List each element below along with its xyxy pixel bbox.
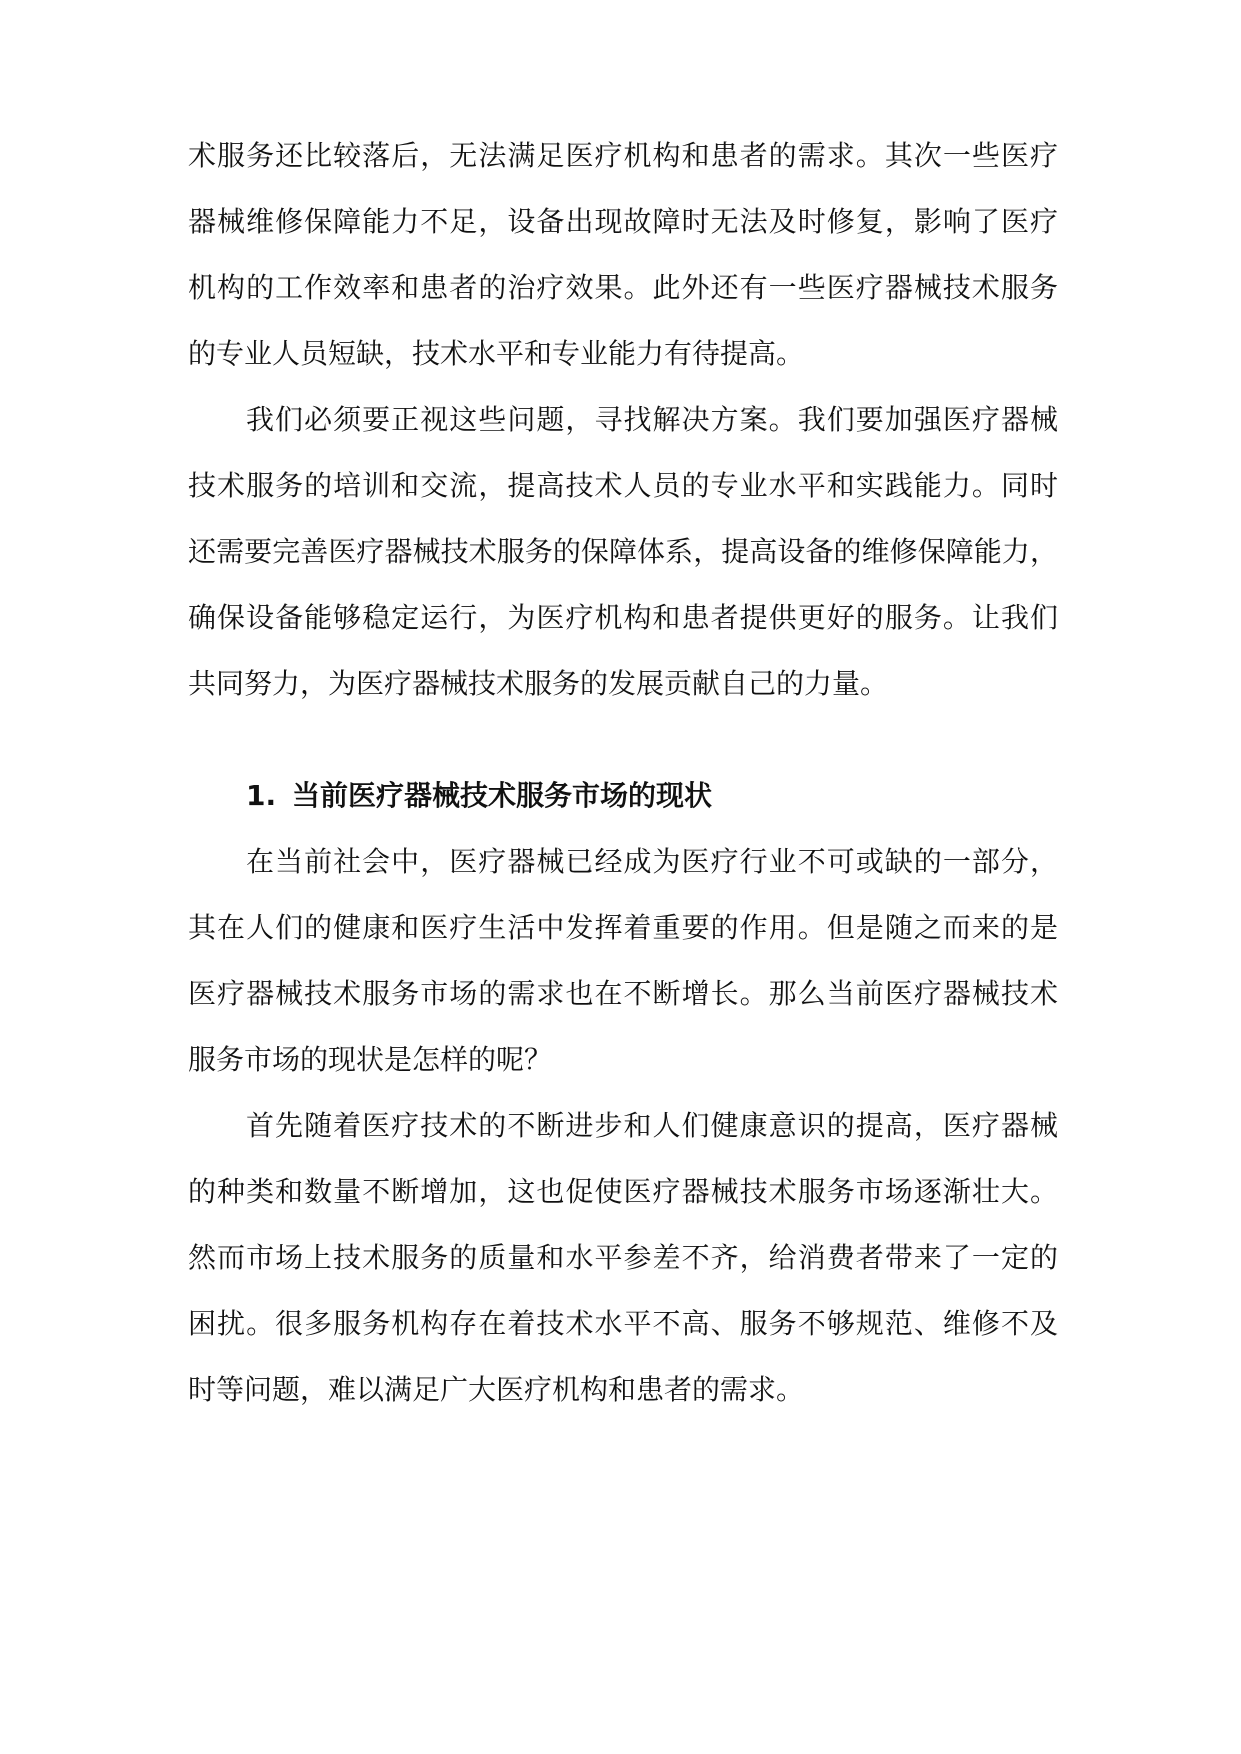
paragraph-4-line-1: 首先随着医疗技术的不断进步和人们健康意识的提高，医疗器械 — [246, 1109, 1058, 1142]
paragraph-2-line-5: 共同努力，为医疗器械技术服务的发展贡献自己的力量。 — [188, 667, 889, 700]
section-heading-title: 当前医疗器械技术服务市场的现状 — [292, 779, 713, 812]
paragraph-4-line-5: 时等问题，难以满足广大医疗机构和患者的需求。 — [188, 1373, 805, 1406]
paragraph-2-line-4: 确保设备能够稳定运行，为医疗机构和患者提供更好的服务。让我们 — [188, 601, 1058, 634]
paragraph-2-line-1: 我们必须要正视这些问题，寻找解决方案。我们要加强医疗器械 — [246, 403, 1058, 436]
paragraph-3-line-1: 在当前社会中，医疗器械已经成为医疗行业不可或缺的一部分， — [246, 845, 1058, 878]
paragraph-3-line-4: 服务市场的现状是怎样的呢？ — [188, 1043, 553, 1076]
paragraph-3-line-2: 其在人们的健康和医疗生活中发挥着重要的作用。但是随之而来的是 — [188, 911, 1058, 944]
paragraph-1-line-3: 机构的工作效率和患者的治疗效果。此外还有一些医疗器械技术服务 — [188, 271, 1058, 304]
paragraph-1-line-4: 的专业人员短缺，技术水平和专业能力有待提高。 — [188, 337, 805, 370]
paragraph-4-line-2: 的种类和数量不断增加，这也促使医疗器械技术服务市场逐渐壮大。 — [188, 1175, 1058, 1208]
paragraph-4-line-3: 然而市场上技术服务的质量和水平参差不齐，给消费者带来了一定的 — [188, 1241, 1058, 1274]
section-heading-number: 1. — [246, 779, 277, 812]
paragraph-1-line-2: 器械维修保障能力不足，设备出现故障时无法及时修复，影响了医疗 — [188, 205, 1058, 238]
section-heading — [246, 776, 712, 816]
paragraph-3-line-3: 医疗器械技术服务市场的需求也在不断增长。那么当前医疗器械技术 — [188, 977, 1058, 1010]
paragraph-1-line-1: 术服务还比较落后，无法满足医疗机构和患者的需求。其次一些医疗 — [188, 139, 1058, 172]
paragraph-2-line-3: 还需要完善医疗器械技术服务的保障体系，提高设备的维修保障能力， — [188, 535, 1058, 568]
paragraph-2-line-2: 技术服务的培训和交流，提高技术人员的专业水平和实践能力。同时 — [188, 469, 1058, 502]
paragraph-4-line-4: 困扰。很多服务机构存在着技术水平不高、服务不够规范、维修不及 — [188, 1307, 1058, 1340]
